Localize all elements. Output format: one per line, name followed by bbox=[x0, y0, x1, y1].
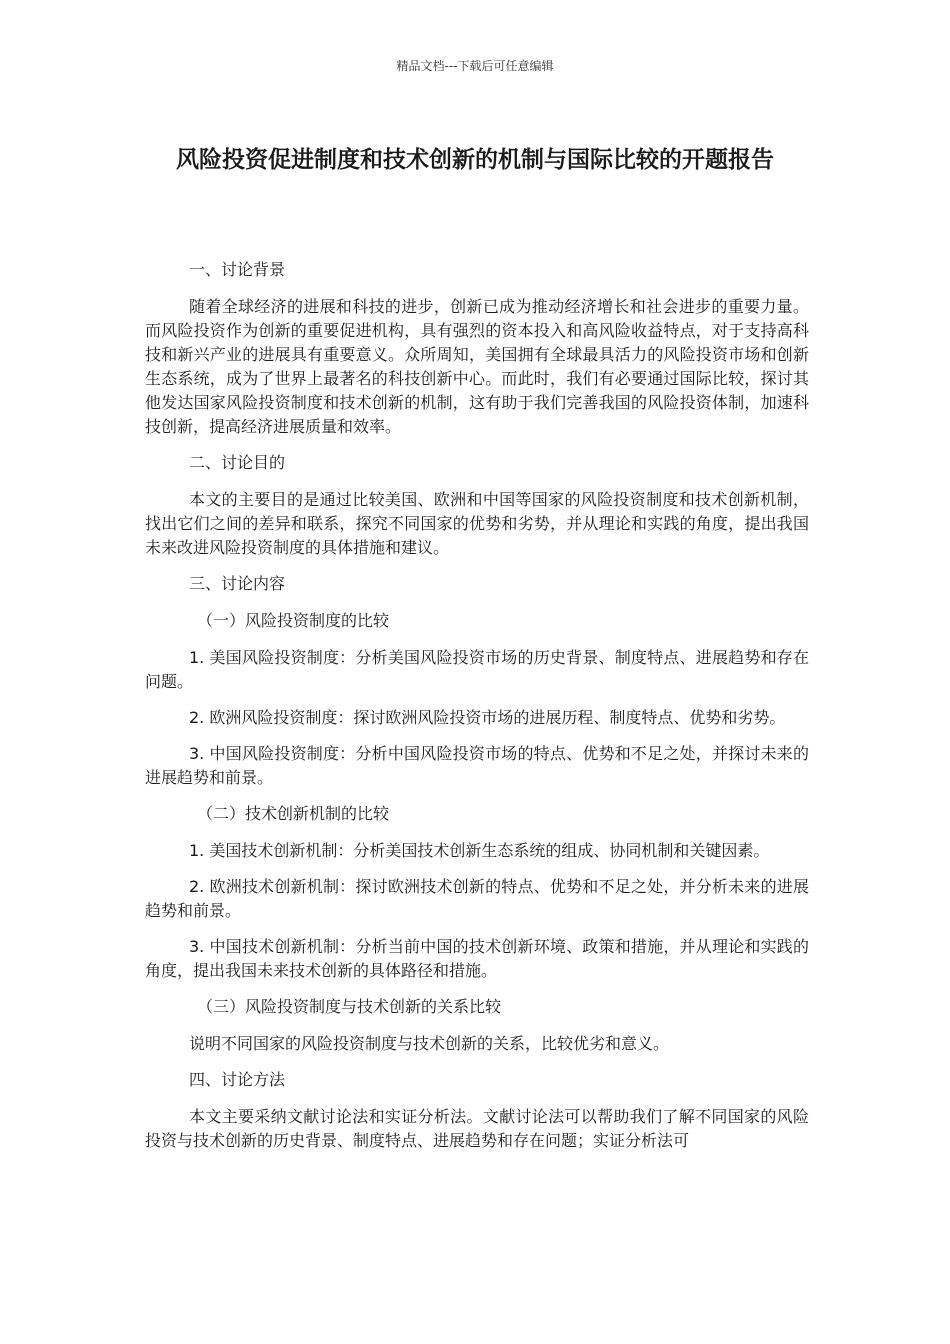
section-heading: 二、讨论目的 bbox=[189, 453, 286, 472]
list-item: 2. 欧洲风险投资制度：探讨欧洲风险投资市场的进展历程、制度特点、优势和劣势。 bbox=[189, 708, 786, 727]
section-heading: 一、讨论背景 bbox=[189, 260, 286, 279]
list-item: 1. 美国技术创新机制：分析美国技术创新生态系统的组成、协同机制和关键因素。 bbox=[189, 841, 770, 860]
section-heading: 三、讨论内容 bbox=[189, 574, 286, 593]
paragraph: 随着全球经济的进展和科技的进步，创新已成为推动经济增长和社会进步的重要力量。而风险投资作为创新的重要促进机构，具有强烈的资本投入和高风险收益特点，对于支持高科技和新兴产业的进展具有重要意义。众所周知，美国拥有全球最具活力的风险投资市场和创新生态系统，成为了世界上最著名的科技创新中心。而此时，我们有必要通过国际比较，探讨其他发达国家风险投资制度和技术创新的机制，这有助于我们完善我国的风险投资体制，加速科技创新，提高经济进展质量和效率。 bbox=[145, 297, 809, 436]
section-heading: 四、讨论方法 bbox=[189, 1070, 286, 1089]
paragraph: 说明不同国家的风险投资制度与技术创新的关系，比较优劣和意义。 bbox=[189, 1034, 670, 1053]
list-item: 1. 美国风险投资制度：分析美国风险投资市场的历史背景、制度特点、进展趋势和存在问题。 bbox=[145, 648, 809, 691]
subsection-heading: （二）技术创新机制的比较 bbox=[197, 804, 390, 823]
paragraph: 本文主要采纳文献讨论法和实证分析法。文献讨论法可以帮助我们了解不同国家的风险投资与技术创新的历史背景、制度特点、进展趋势和存在问题；实证分析法可 bbox=[145, 1107, 809, 1150]
subsection-heading: （三）风险投资制度与技术创新的关系比较 bbox=[197, 997, 502, 1016]
list-item: 2. 欧洲技术创新机制：探讨欧洲技术创新的特点、优势和不足之处，并分析未来的进展趋势和前景。 bbox=[145, 877, 809, 920]
document-title: 风险投资促进制度和技术创新的机制与国际比较的开题报告 bbox=[176, 147, 774, 173]
list-item: 3. 中国风险投资制度：分析中国风险投资市场的特点、优势和不足之处，并探讨未来的进展趋势和前景。 bbox=[145, 744, 809, 787]
subsection-heading: （一）风险投资制度的比较 bbox=[197, 611, 390, 630]
document-body bbox=[145, 258, 809, 1165]
page-header-note: 精品文档---下载后可任意编辑 bbox=[396, 59, 554, 73]
paragraph: 本文的主要目的是通过比较美国、欧洲和中国等国家的风险投资制度和技术创新机制，找出它们之间的差异和联系，探究不同国家的优势和劣势，并从理论和实践的角度，提出我国未来改进风险投资制度的具体措施和建议。 bbox=[145, 490, 809, 557]
list-item: 3. 中国技术创新机制：分析当前中国的技术创新环境、政策和措施，并从理论和实践的角度，提出我国未来技术创新的具体路径和措施。 bbox=[145, 937, 809, 980]
